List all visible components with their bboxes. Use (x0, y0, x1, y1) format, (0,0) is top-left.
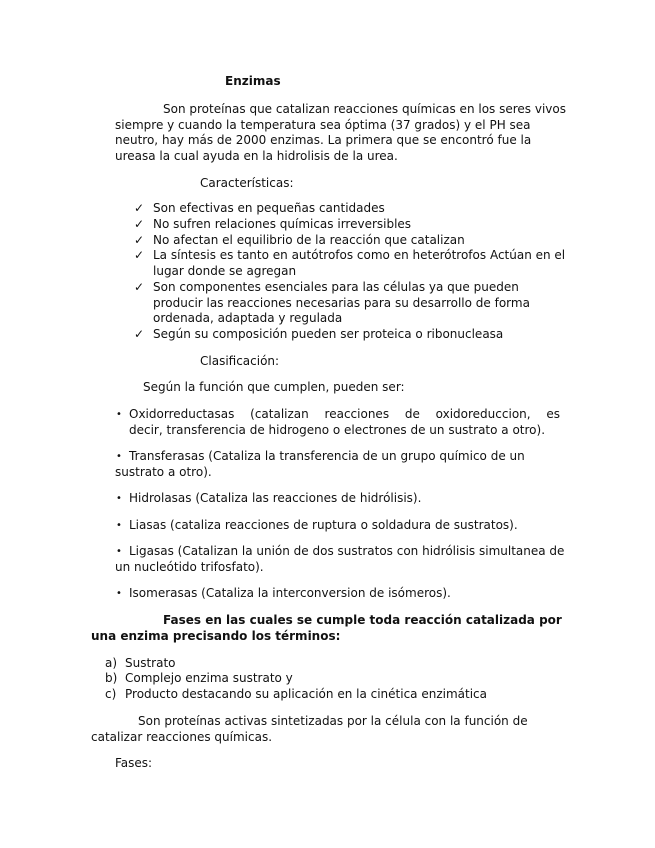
word: es (546, 407, 560, 421)
list-item: Producto destacando su aplicación en la cinética enzimática (125, 687, 487, 701)
list-item: Hidrolasas (Cataliza las reacciones de hidrólisis). (129, 491, 422, 505)
list-item-continuation: lugar donde se agregan (153, 264, 297, 278)
word: Oxidorreductasas (129, 407, 235, 421)
bullet-icon: • (116, 409, 122, 420)
list-item-continuation: sustrato a otro). (115, 465, 212, 479)
list-item-continuation: un nucleótido trifosfato). (115, 560, 264, 574)
closing-paragraph-line: Son proteínas activas sintetizadas por la célula con la función de (138, 714, 528, 728)
checkmark-icon: ✓ (134, 233, 145, 247)
checkmark-icon: ✓ (134, 248, 145, 262)
bullet-icon: • (116, 588, 122, 599)
classification-intro: Según la función que cumplen, pueden ser: (143, 380, 405, 394)
word: oxidoreduccion, (435, 407, 531, 421)
list-item: Transferasas (Cataliza la transferencia de un grupo químico de un (129, 449, 525, 463)
list-marker: c) (105, 687, 117, 701)
list-item: No afectan el equilibrio de la reacción que catalizan (153, 233, 465, 247)
bullet-icon: • (116, 451, 122, 462)
list-item: Isomerasas (Cataliza la interconversion de isómeros). (129, 586, 451, 600)
list-item: Según su composición pueden ser proteica o ribonucleasa (153, 327, 504, 341)
intro-line: ureasa la cual ayuda en la hidrolisis de la urea. (115, 149, 398, 163)
list-item-continuation: decir, transferencia de hidrogeno o electrones de un sustrato a otro). (129, 423, 546, 437)
list-item: La síntesis es tanto en autótrofos como en heterótrofos Actúan en el (153, 248, 566, 262)
list-item: No sufren relaciones químicas irreversibles (153, 217, 412, 231)
word: de (404, 407, 420, 421)
phases-heading: Fases en las cuales se cumple toda reacción catalizada por (163, 613, 562, 627)
bullet-icon: • (116, 493, 122, 504)
intro-line: neutro, hay más de 2000 enzimas. La primera que se encontró fue la (115, 133, 532, 147)
checkmark-icon: ✓ (134, 201, 145, 215)
closing-paragraph-line: catalizar reacciones químicas. (91, 730, 273, 744)
bullet-icon: • (116, 546, 122, 557)
checkmark-icon: ✓ (134, 217, 145, 231)
list-marker: b) (105, 671, 118, 685)
phases-label: Fases: (115, 756, 153, 770)
classification-heading: Clasificación: (200, 354, 280, 368)
list-item: Son efectivas en pequeñas cantidades (153, 201, 385, 215)
list-item (129, 407, 560, 423)
checkmark-icon: ✓ (134, 327, 145, 341)
list-item: Sustrato (125, 656, 176, 670)
list-item: Complejo enzima sustrato y (125, 671, 293, 685)
word: reacciones (324, 407, 390, 421)
list-item: Liasas (cataliza reacciones de ruptura o soldadura de sustratos). (129, 518, 518, 532)
intro-line: Son proteínas que catalizan reacciones químicas en los seres vivos (163, 102, 566, 116)
phases-heading-continuation: una enzima precisando los términos: (91, 629, 341, 643)
list-item: Son componentes esenciales para las células ya que pueden (153, 280, 519, 294)
list-item: Ligasas (Catalizan la unión de dos sustratos con hidrólisis simultanea de (129, 544, 565, 558)
list-marker: a) (105, 656, 118, 670)
page-title: Enzimas (225, 74, 281, 88)
bullet-icon: • (116, 520, 122, 531)
list-item-continuation: producir las reacciones necesarias para su desarrollo de forma (153, 296, 530, 310)
characteristics-heading: Características: (200, 176, 294, 190)
list-item-continuation: ordenada, adaptada y regulada (153, 311, 343, 325)
word: (catalizan (250, 407, 309, 421)
intro-line: siempre y cuando la temperatura sea óptima (37 grados) y el PH sea (115, 118, 531, 132)
checkmark-icon: ✓ (134, 280, 145, 294)
